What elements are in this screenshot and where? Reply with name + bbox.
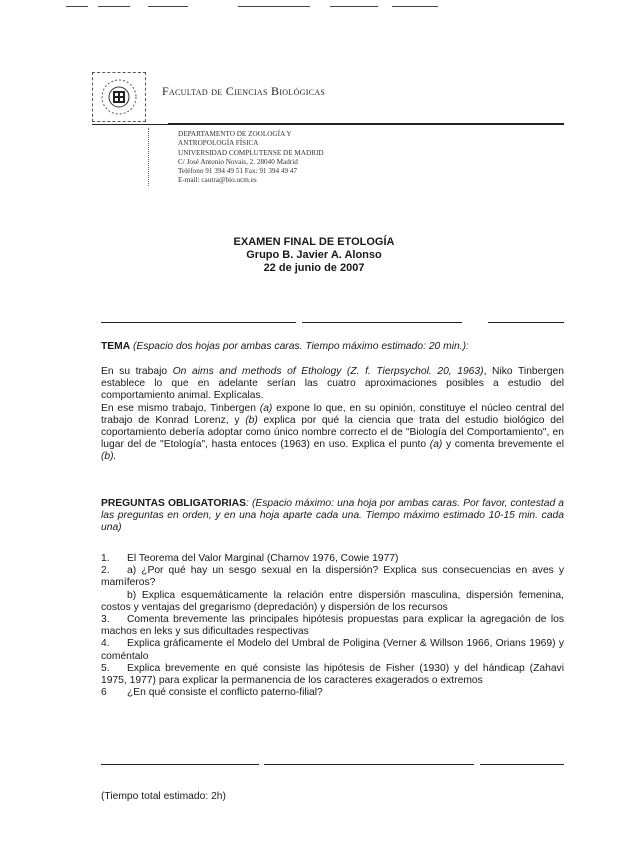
tema-paragraph-1 — [101, 366, 564, 403]
department-email: E-mail: cautra@bio.ucm.es — [178, 176, 257, 185]
preguntas-heading — [101, 498, 564, 535]
separator-rule — [488, 322, 564, 323]
exam-date: 22 de junio de 2007 — [263, 262, 365, 274]
text-run: expone lo que, en su opinión, constituye el núcleo central del trabajo de Konrad Lorenz, y — [101, 402, 564, 426]
tema-label: TEMA — [101, 341, 131, 352]
scan-artifact — [66, 6, 88, 7]
question-text: Comenta brevemente las principales hipótesis propuestas para explicar la agregación de los machos en leks y sus dificultades respectivas — [101, 614, 564, 638]
list-item — [101, 687, 564, 699]
header-rule-main — [168, 123, 564, 125]
list-item — [101, 663, 564, 687]
point-a: (a) — [259, 402, 273, 414]
department-line: DEPARTAMENTO DE ZOOLOGÍA Y — [178, 130, 292, 138]
scan-artifact — [98, 6, 130, 7]
separator-rule — [264, 764, 474, 765]
total-time: (Tiempo total estimado: 2h) — [101, 791, 226, 802]
scan-artifact — [238, 6, 310, 7]
text-run: En su trabajo — [101, 366, 173, 377]
university-seal-logo — [92, 72, 146, 122]
department-line: Teléfono 91 394 49 51 Fax: 91 394 49 47 — [178, 167, 298, 176]
point-b: (b). — [101, 451, 117, 463]
list-item — [101, 565, 564, 589]
list-item — [101, 638, 564, 662]
separator-rule — [302, 322, 462, 323]
question-text: ¿En qué consiste el conflicto paterno-filial? — [127, 687, 323, 699]
exam-title: EXAMEN FINAL DE ETOLOGÍA — [233, 236, 395, 248]
header-rule-left — [92, 124, 170, 125]
list-item — [101, 614, 564, 638]
point-a: (a) — [429, 439, 443, 451]
header-vertical-rule — [148, 128, 150, 186]
department-line: UNIVERSIDAD COMPLUTENSE DE MADRID — [178, 148, 324, 157]
department-line: C/ José Antonio Novais, 2. 28040 Madrid — [178, 157, 298, 166]
scan-artifact — [148, 6, 188, 7]
text-run: y comenta brevemente el — [442, 439, 564, 451]
department-address — [178, 130, 324, 186]
point-b: (b) — [245, 414, 258, 426]
question-text: El Teorema del Valor Marginal (Charnov 1976, Cowie 1977) — [127, 553, 399, 564]
question-text: b) Explica esquemáticamente la relación entre dispersión masculina, dispersión femenina, costos y ventajas del gregarismo (depredación) y dispersión de los recursos — [101, 589, 564, 613]
faculty-name: Facultad de Ciencias Biológicas — [162, 84, 326, 98]
question-number: 1. — [101, 553, 110, 564]
list-item — [101, 590, 564, 614]
exam-group: Grupo B. Javier A. Alonso — [246, 249, 382, 261]
tema-paragraph-2 — [101, 403, 564, 464]
separator-rule — [480, 764, 564, 765]
department-line: ANTROPOLOGÍA FÍSICA — [178, 139, 259, 148]
list-item — [101, 553, 564, 565]
seal-emblem-icon — [93, 73, 145, 121]
preguntas-note: : (Espacio máximo: una hoja por ambas caras. Por favor, contestad a las preguntas en orden, y en una hoja aparte cada una. Tiempo máximo estimado 10-15 min. cada una) — [101, 498, 565, 534]
scan-artifact — [330, 6, 378, 7]
separator-rule — [101, 322, 296, 323]
text-run: , Niko Tinbergen establece lo que en adelante serían las cuatro aproximaciones posibles a estudio del comportamiento animal. Explícalas. — [101, 366, 564, 402]
question-number: 5. — [101, 662, 110, 674]
separator-rule — [101, 764, 259, 765]
cited-work: On aims and methods of Ethology (Z. f. Tierpsychol. 20, 1963) — [172, 366, 484, 377]
text-run: En ese mismo trabajo, Tinbergen — [101, 402, 260, 414]
text-run: explica por qué la ciencia que trata del estudio biológico del coportamiento debería adoptar como único nombre correcto el de "Biología del Comportamiento", en lugar del de "Etología", hasta entoces (1963) en uso. Explica el punto — [101, 414, 564, 451]
scan-artifact — [392, 6, 438, 7]
question-text: Explica brevemente en qué consiste las hipótesis de Fisher (1930) y del hándicap (Zahavi 1975, 1977) para explicar la permanencia de los caracteres exagerados o extremos — [101, 662, 564, 687]
question-list — [101, 553, 564, 699]
tema-heading — [101, 341, 564, 353]
preguntas-label: PREGUNTAS OBLIGATORIAS — [101, 498, 246, 509]
tema-note: (Espacio dos hojas por ambas caras. Tiempo máximo estimado: 20 min.): — [133, 341, 469, 352]
question-number: 2. — [101, 565, 110, 577]
question-text: a) ¿Por qué hay un sesgo sexual en la dispersión? Explica sus consecuencias en aves y mamíferos? — [101, 565, 564, 589]
question-number: 6 — [101, 687, 107, 699]
question-text: Explica gráficamente el Modelo del Umbral de Poligina (Verner & Willson 1966, Orians 1969) y coméntalo — [101, 638, 564, 662]
question-number: 4. — [101, 638, 110, 650]
question-number: 3. — [101, 614, 110, 626]
tema-body — [101, 366, 564, 464]
